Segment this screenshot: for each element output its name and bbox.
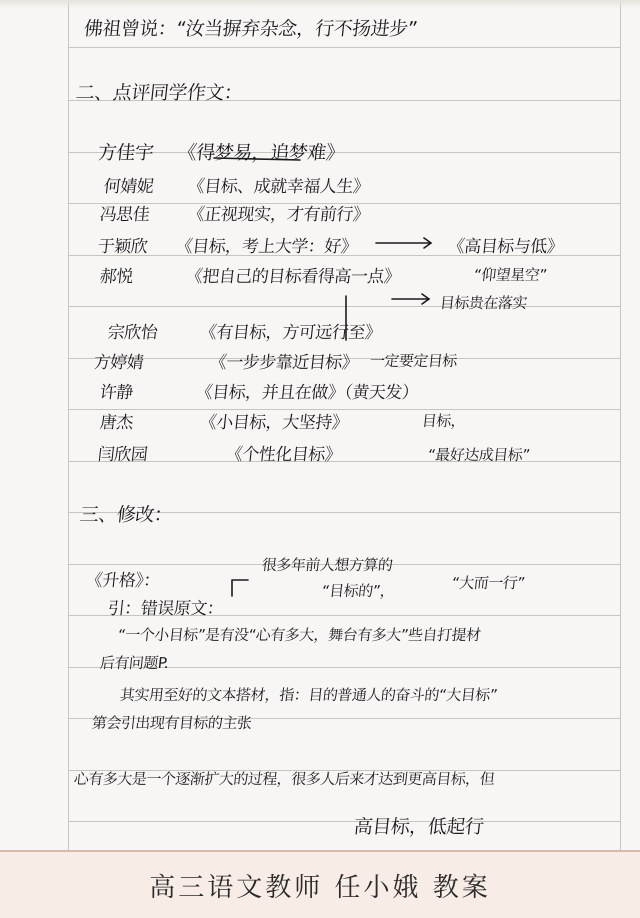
- upgrade-label: 《升格》：: [84, 571, 161, 591]
- side-note: “最好达成目标”: [427, 446, 531, 464]
- note-line: 心有多大是一个逐渐扩大的过程，很多人后来才达到更高目标，但: [73, 770, 496, 788]
- arrow-mark: [376, 238, 431, 248]
- arrow-note: 目标贵在落实: [439, 294, 528, 312]
- upgrade-note: “目标的”，: [321, 582, 396, 600]
- side-note: 一定要定目标: [369, 352, 458, 370]
- side-note: 目标，: [421, 412, 467, 430]
- entry-comment: 《个性化目标》: [224, 445, 343, 465]
- entry-comment: 《目标，考上大学：好》: [174, 237, 359, 257]
- signature: 高目标，低起行: [352, 816, 485, 838]
- note-line: 第会引出现有目标的主张: [91, 714, 253, 732]
- entry-name: 闫欣园: [96, 445, 149, 465]
- entry-comment: 《正视现实，才有前行》: [186, 205, 371, 225]
- caption-text: 高三语文教师 任小娥 教案: [149, 872, 491, 903]
- note-line: “一个小目标”是有没“心有多大，舞台有多大”些自打提材: [117, 626, 482, 644]
- bracket-mark: [232, 580, 248, 596]
- caption-bar: [0, 850, 640, 918]
- section-three-heading: 三、修改：: [78, 504, 174, 526]
- entry-name: 冯思佳: [98, 205, 151, 225]
- entry-name: 何婧妮: [102, 177, 155, 197]
- entry-name: 方佳宇: [96, 142, 155, 164]
- entry-comment: 《把自己的目标看得高一点》: [184, 267, 402, 287]
- entry-name: 许静: [98, 383, 134, 403]
- note-line: 其实用至好的文本搭材，指：目的普通人的奋斗的“大目标”: [119, 686, 498, 704]
- entry-comment: 《小目标，大坚持》: [198, 413, 350, 433]
- header-quote: 佛祖曾说：“汝当摒弃杂念，行不扬进步”: [82, 18, 419, 40]
- upgrade-note: 很多年前人想方算的: [261, 556, 394, 574]
- entry-name: 宗欣怡: [106, 323, 159, 343]
- arrow-note: 《高目标与低》: [446, 237, 565, 257]
- upgrade-note: “大而一行”: [451, 574, 526, 592]
- entry-comment: 《目标，并且在做》（黄天发）: [194, 383, 420, 403]
- entry-comment: 《目标、成就幸福人生》: [186, 177, 371, 197]
- arrow-note: “仰望星空”: [473, 266, 548, 284]
- underline-mark: [214, 158, 300, 160]
- entry-comment: 《有目标，方可远行至》: [198, 323, 383, 343]
- entry-comment: 《一步步靠近目标》: [208, 353, 360, 373]
- note-line: 后有问题P.: [99, 654, 170, 672]
- entry-comment: 《得梦易，追梦难》: [176, 142, 346, 164]
- entry-name: 方婷婧: [92, 353, 145, 373]
- arrow-mark: [392, 294, 429, 304]
- cite-label: 引：错误原文：: [106, 599, 225, 619]
- section-two-heading: 二、点评同学作文：: [74, 82, 244, 104]
- entry-name: 郝悦: [98, 267, 134, 287]
- entry-name: 唐杰: [98, 413, 134, 433]
- entry-name: 于颖欣: [96, 237, 149, 257]
